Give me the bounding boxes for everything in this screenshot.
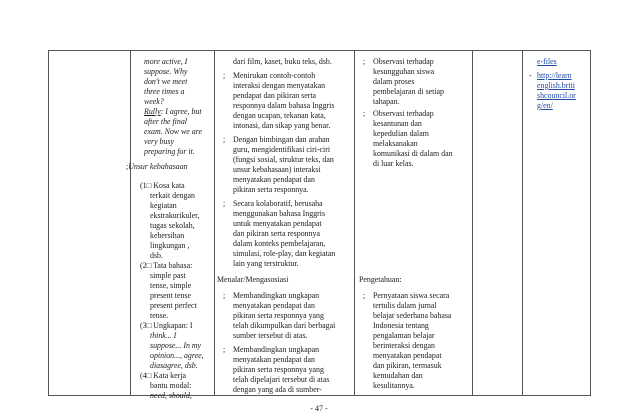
assessment-line: kesulitannya. bbox=[373, 381, 415, 390]
column-divider-1 bbox=[130, 50, 131, 396]
unsur-line: tense, simple bbox=[150, 281, 192, 290]
activity-line: dalam konteks pembelajaran, bbox=[233, 239, 326, 248]
resource-link[interactable]: shcouncil.or bbox=[537, 91, 576, 100]
column-divider-5 bbox=[522, 50, 523, 396]
activity-line: simulasi, role-play, dan kegiatan bbox=[233, 249, 336, 258]
assessment-line: Indonesia tentang bbox=[373, 321, 429, 330]
activity-line: dengan yang ada di sumber- bbox=[233, 385, 322, 394]
unsur-line: need, should, bbox=[150, 391, 192, 400]
dialogue-line: after the final bbox=[144, 117, 187, 126]
activity-line: menyatakan pendapat dan bbox=[233, 175, 315, 184]
unsur-line: simple past bbox=[150, 271, 186, 280]
table-border-left bbox=[48, 50, 49, 396]
section-heading-menalar: Menalar/Mengasosiasi bbox=[217, 275, 289, 284]
section-heading-pengetahuan: Pengetahuan: bbox=[359, 275, 402, 284]
assessment-line: kesantunan dan bbox=[373, 119, 422, 128]
dialogue-line: three times a bbox=[144, 87, 185, 96]
assessment-line: dalam proses bbox=[373, 77, 415, 86]
activity-line: menggunakan bahasa Inggris bbox=[233, 209, 326, 218]
activity-line: unsur kebahasaan) interaksi bbox=[233, 165, 321, 174]
bullet-marker: ; bbox=[223, 345, 226, 354]
unsur-line: present tense bbox=[150, 291, 191, 300]
activity-line: lain yang terstruktur. bbox=[233, 259, 299, 268]
dialogue-speaker-line: Rully: I agree, but bbox=[144, 107, 202, 116]
bullet-marker: ; bbox=[223, 135, 226, 144]
bullet-marker: ; bbox=[363, 57, 366, 66]
dialogue-line: don't we meet bbox=[144, 77, 188, 86]
bullet-marker: ; bbox=[223, 291, 226, 300]
activity-line: sumber tersebut di atas. bbox=[233, 331, 308, 340]
assessment-line: pengalaman belajar bbox=[373, 331, 435, 340]
bullet-marker: ; bbox=[223, 199, 226, 208]
table-border-top bbox=[48, 50, 591, 51]
page-number: - 47 - bbox=[310, 404, 328, 413]
dialogue-line: more active, I bbox=[144, 57, 188, 66]
activity-line: dan pikiran serta responnya bbox=[233, 229, 320, 238]
activity-line: Membandingkan ungkapan bbox=[233, 345, 320, 354]
column-divider-4 bbox=[472, 50, 473, 396]
assessment-line: Observasi terhadap bbox=[373, 57, 434, 66]
activity-line: (fungsi sosial, struktur teks, dan bbox=[233, 155, 334, 164]
unsur-line: think... I bbox=[150, 331, 177, 340]
activity-line: untuk menyatakan pendapat bbox=[233, 219, 322, 228]
assessment-line: pembelajaran di setiap bbox=[373, 87, 444, 96]
unsur-line: terkait dengan bbox=[150, 191, 195, 200]
dialogue-line: suppose. Why bbox=[144, 67, 188, 76]
table-border-right bbox=[590, 50, 591, 396]
assessment-line: Pernyataan siswa secara bbox=[373, 291, 450, 300]
activity-line: Membandingkan ungkapan bbox=[233, 291, 320, 300]
activity-line: pendapat dan pikiran serta bbox=[233, 91, 317, 100]
bullet-marker: ; bbox=[223, 71, 226, 80]
activity-line: Dengan bimbingan dan arahan bbox=[233, 135, 330, 144]
unsur-line: (3□ Ungkapan: I bbox=[140, 321, 193, 330]
dialogue-line: very busy bbox=[144, 137, 175, 146]
assessment-line: tertulis dalam jurnal bbox=[373, 301, 437, 310]
table-border-bottom bbox=[48, 395, 591, 396]
unsur-line: diasagree, dsb. bbox=[150, 361, 198, 370]
activity-line: Menirukan contoh-contoh bbox=[233, 71, 316, 80]
activity-line: menyatakan pendapat dan bbox=[233, 301, 315, 310]
assessment-line: belajar sederhana bahasa bbox=[373, 311, 452, 320]
assessment-line: komunikasi di dalam dan bbox=[373, 149, 453, 158]
unsur-line: suppose... In my bbox=[150, 341, 202, 350]
resource-link[interactable]: english.briti bbox=[537, 81, 575, 90]
activity-line: dari film, kaset, buku teks, dsb. bbox=[233, 57, 332, 66]
assessment-line: kesungguhan siswa bbox=[373, 67, 435, 76]
activity-line: telah dipelajari tersebut di atas bbox=[233, 375, 330, 384]
unsur-line: (4□ Kata kerja bbox=[140, 371, 186, 380]
resource-link[interactable]: g/en/ bbox=[537, 101, 553, 110]
resource-line[interactable]: e-files bbox=[537, 57, 557, 66]
assessment-line: tahapan. bbox=[373, 97, 400, 106]
dialogue-line: exam. Now we are bbox=[144, 127, 203, 136]
unsur-line: kegiatan bbox=[150, 201, 177, 210]
activity-line: Secara kolaboratif, berusaha bbox=[233, 199, 323, 208]
unsur-line: lingkungan , bbox=[150, 241, 190, 250]
assessment-line: Observasi terhadap bbox=[373, 109, 434, 118]
assessment-line: berinteraksi dengan bbox=[373, 341, 436, 350]
activity-line: pikiran serta responnya yang bbox=[233, 365, 324, 374]
unsur-heading: Unsur kebahasaan bbox=[128, 162, 188, 171]
activity-line: dengan ucapan, tekanan kata, bbox=[233, 111, 326, 120]
activity-line: telah dikumpulkan dari berbagai bbox=[233, 321, 336, 330]
unsur-line: tugas sekolah, bbox=[150, 221, 195, 230]
column-divider-3 bbox=[354, 50, 355, 396]
assessment-line: kemudahan dan bbox=[373, 371, 423, 380]
activity-line: guru, mengidentifikasi ciri-ciri bbox=[233, 145, 331, 154]
unsur-line: ekstrakurikuler, bbox=[150, 211, 200, 220]
dash-marker: - bbox=[529, 71, 532, 80]
dialogue-line: preparing for it. bbox=[144, 147, 195, 156]
unsur-line: bantu modal: bbox=[150, 381, 192, 390]
unsur-line: dsb. bbox=[150, 251, 163, 260]
bullet-marker: ; bbox=[126, 162, 129, 171]
activity-line: menyatakan pendapat dan bbox=[233, 355, 315, 364]
speaker-name: Rully bbox=[144, 107, 161, 116]
assessment-line: dan pikiran, termasuk bbox=[373, 361, 442, 370]
unsur-line: tense. bbox=[150, 311, 169, 320]
bullet-marker: ; bbox=[363, 291, 366, 300]
activity-line: interaksi dengan menyatakan bbox=[233, 81, 326, 90]
assessment-line: menyatakan pendapat bbox=[373, 351, 442, 360]
activity-line: responnya dalam bahasa Inggris bbox=[233, 101, 335, 110]
assessment-line: di luar kelas. bbox=[373, 159, 414, 168]
activity-line: intonasi, dan sikap yang benar. bbox=[233, 121, 331, 130]
activity-line: pikiran serta responnya yang bbox=[233, 311, 324, 320]
unsur-line: (2□ Tata bahasa: bbox=[140, 261, 193, 270]
unsur-line: opinion..., agree, bbox=[150, 351, 204, 360]
unsur-line: kebersihan bbox=[150, 231, 185, 240]
activity-line: pikiran serta responnya. bbox=[233, 185, 309, 194]
bullet-marker: ; bbox=[363, 109, 366, 118]
assessment-line: melaksanakan bbox=[373, 139, 418, 148]
unsur-line: (1□ Kosa kata bbox=[140, 181, 185, 190]
unsur-line: present perfect bbox=[150, 301, 197, 310]
resource-link[interactable]: http://learn bbox=[537, 71, 572, 80]
column-divider-2 bbox=[214, 50, 215, 396]
assessment-line: kepedulian dalam bbox=[373, 129, 429, 138]
dialogue-line: week? bbox=[144, 97, 164, 106]
